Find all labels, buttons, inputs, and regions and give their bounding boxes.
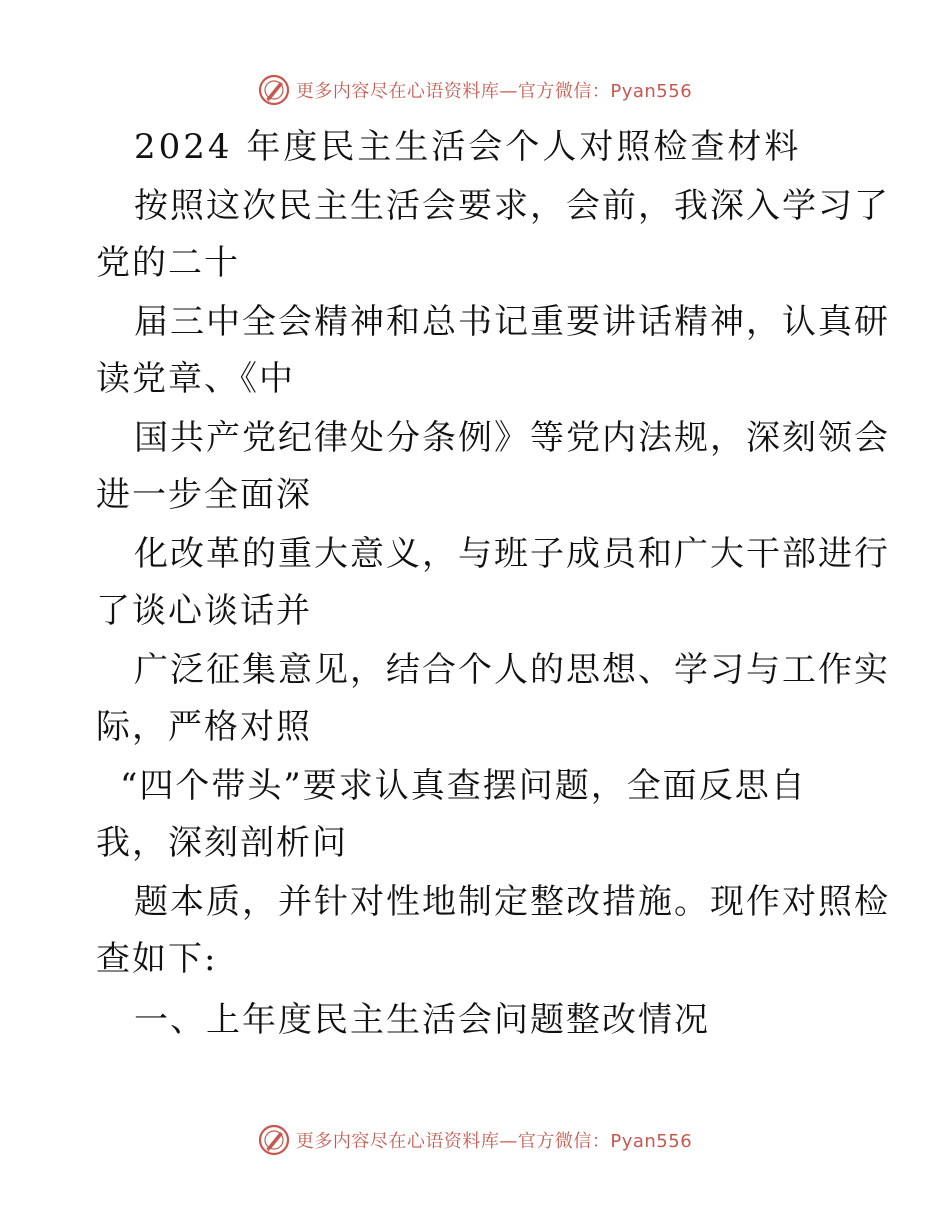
quill-seal-logo-icon [258, 1124, 290, 1156]
paragraph-line: 了谈心谈话并 [96, 591, 312, 631]
paragraph-line: 我，深刻剖析问 [96, 823, 348, 863]
paragraph-line: “四个带头”要求认真查摆问题，全面反思自 [120, 766, 807, 806]
paragraph-line: 届三中全会精神和总书记重要讲话精神，认真研 [134, 302, 890, 342]
paragraph-line: 读党章、《中 [96, 359, 295, 399]
paragraph-line: 际，严格对照 [96, 707, 312, 747]
document-title: 2024 年度民主生活会个人对照检查材料 [134, 127, 802, 167]
watermark-text: 更多内容尽在心语资料库—官方微信：Pyan556 [295, 1131, 693, 1152]
paragraph-line: 化改革的重大意义，与班子成员和广大干部进行 [134, 534, 890, 574]
paragraph-line: 党的二十 [96, 243, 240, 283]
paragraph-line: 查如下: [96, 939, 218, 979]
paragraph-line: 进一步全面深 [96, 475, 312, 515]
paragraph-line: 按照这次民主生活会要求，会前，我深入学习了 [134, 186, 890, 226]
watermark-text: 更多内容尽在心语资料库—官方微信：Pyan556 [295, 81, 693, 102]
quill-seal-logo-icon [258, 74, 290, 106]
paragraph-line: 国共产党纪律处分条例》等党内法规，深刻领会 [134, 418, 890, 458]
paragraph-line: 广泛征集意见，结合个人的思想、学习与工作实 [134, 650, 890, 690]
paragraph-line: 题本质，并针对性地制定整改措施。现作对照检 [134, 882, 890, 922]
section-heading: 一、上年度民主生活会问题整改情况 [134, 1000, 710, 1040]
watermark-header [0, 70, 950, 110]
watermark-footer [0, 1120, 950, 1160]
